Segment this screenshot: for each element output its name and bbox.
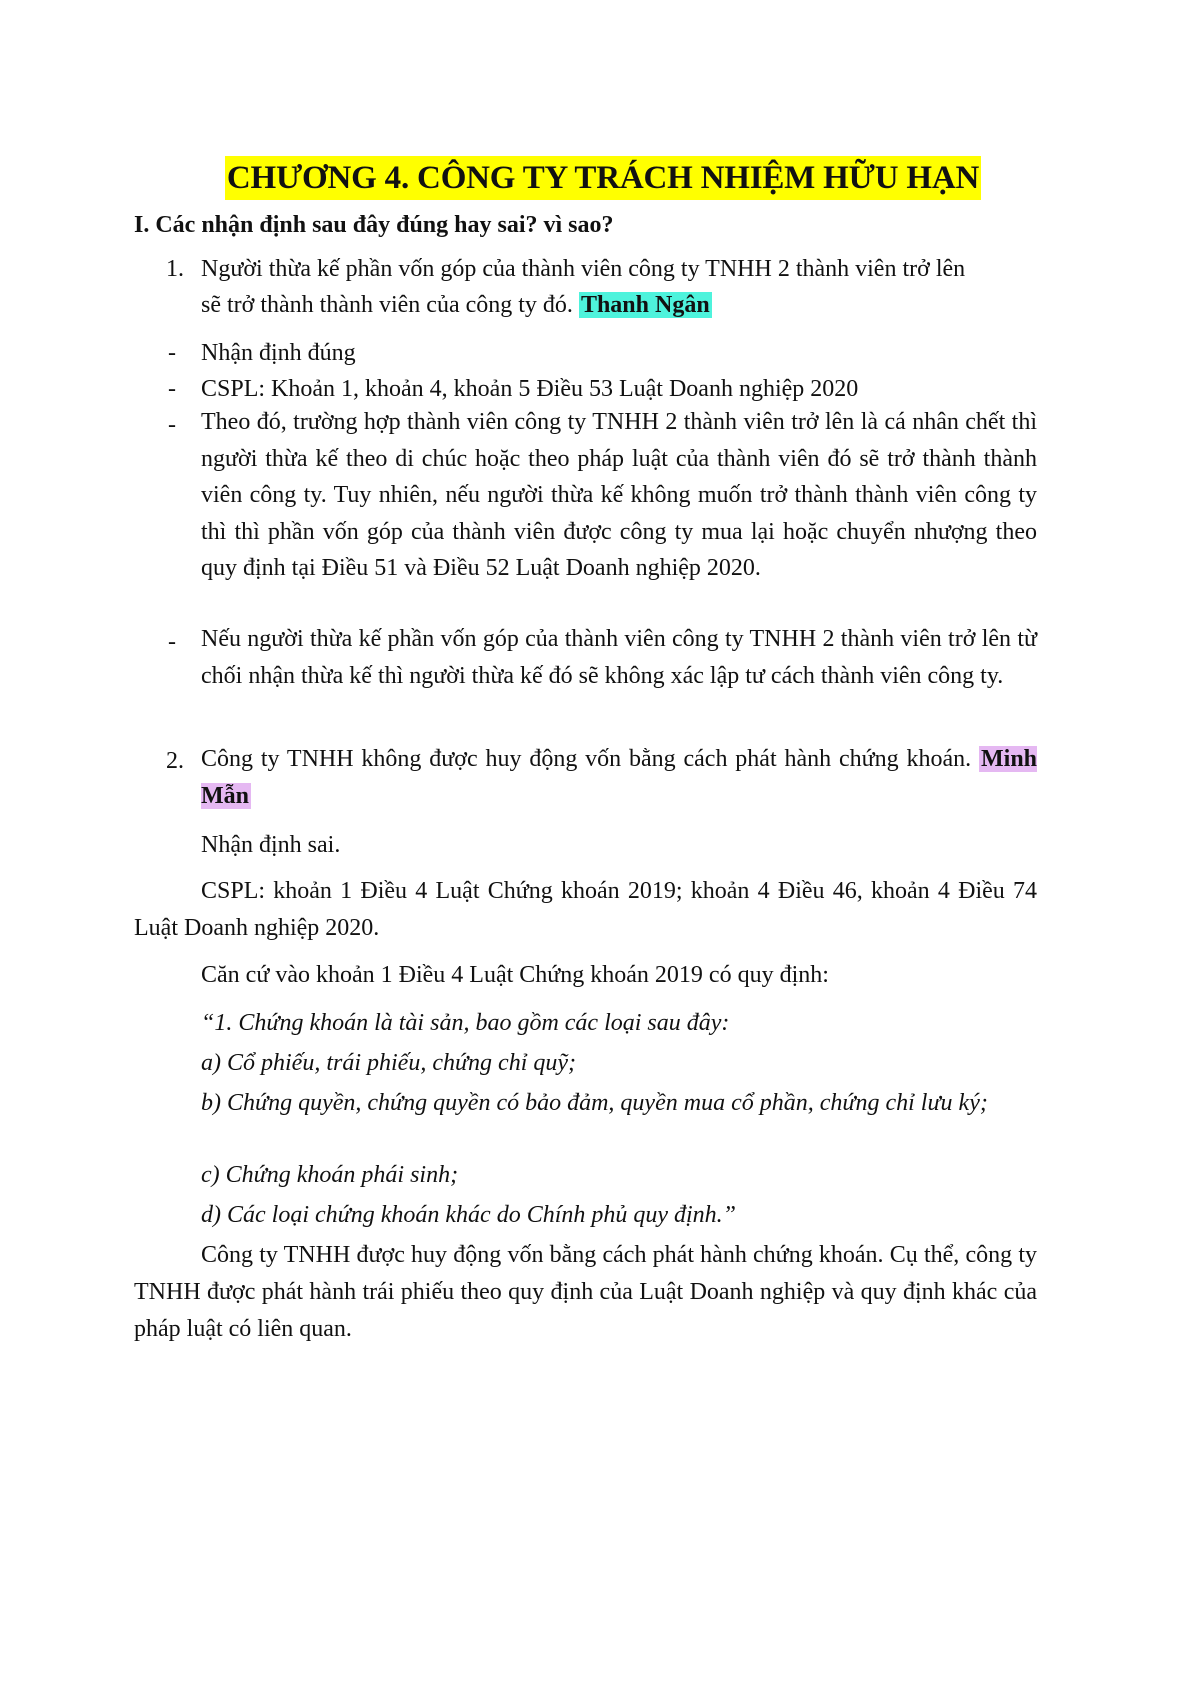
- q1-bullet-4: Nếu người thừa kế phần vốn góp của thành viên công ty TNHH 2 thành viên trở lên từ chối nhận thừa kế thì người thừa kế đó sẽ không xác lập tư cách thành viên công ty.: [201, 626, 1037, 689]
- bullet-dash: -: [168, 376, 176, 402]
- q1-bullet-1: Nhận định đúng: [201, 340, 356, 366]
- q2-quote-line-3: b) Chứng quyền, chứng quyền có bảo đảm, quyền mua cổ phần, chứng chỉ lưu ký;: [201, 1090, 988, 1116]
- q1-line2-wrap: [201, 288, 712, 322]
- bullet-dash: -: [168, 412, 176, 438]
- bullet-dash: -: [168, 629, 176, 655]
- q2-verdict: Nhận định sai.: [201, 832, 341, 858]
- q2-quote-line-2: a) Cổ phiếu, trái phiếu, chứng chỉ quỹ;: [201, 1050, 577, 1076]
- q2-cspl: CSPL: khoản 1 Điều 4 Luật Chứng khoán 2019; khoản 4 Điều 46, khoản 4 Điều 74 Luật Doanh nghiệp 2020.: [134, 878, 1037, 941]
- q1-number: 1.: [166, 256, 184, 282]
- q2-quote-line-1: “1. Chứng khoán là tài sản, bao gồm các loại sau đây:: [201, 1010, 730, 1036]
- q2-statement: Công ty TNHH không được huy động vốn bằng cách phát hành chứng khoán.: [201, 746, 972, 772]
- q1-author: Thanh Ngân: [580, 292, 710, 318]
- q2-quote-line-5: d) Các loại chứng khoán khác do Chính phủ quy định.”: [201, 1202, 737, 1228]
- q2-statement-wrap: [201, 741, 1037, 815]
- q2-quote-line-4: c) Chứng khoán phái sinh;: [201, 1162, 459, 1188]
- q1-bullet-2: CSPL: Khoản 1, khoản 4, khoản 5 Điều 53 Luật Doanh nghiệp 2020: [201, 376, 859, 402]
- q2-conclusion: Công ty TNHH được huy động vốn bằng cách phát hành chứng khoán. Cụ thể, công ty TNHH được phát hành trái phiếu theo quy định của Luật Doanh nghiệp và quy định khác của pháp luật có liên quan.: [134, 1242, 1037, 1342]
- q2-number: 2.: [166, 748, 184, 774]
- bullet-dash: -: [168, 340, 176, 366]
- q1-line1: Người thừa kế phần vốn góp của thành viên công ty TNHH 2 thành viên trở lên: [201, 256, 966, 282]
- chapter-title: CHƯƠNG 4. CÔNG TY TRÁCH NHIỆM HỮU HẠN: [225, 156, 981, 200]
- q2-author: Minh Mẫn: [201, 746, 1038, 809]
- chapter-title-wrap: [146, 156, 1060, 200]
- q1-bullet-3: Theo đó, trường hợp thành viên công ty TNHH 2 thành viên trở lên là cá nhân chết thì người thừa kế theo di chúc hoặc theo pháp luật của thành viên đó sẽ trở thành thành viên công ty. Tuy nhiên, nếu người thừa kế không muốn trở thành thành viên công ty thì thì phần vốn góp của thành viên được công ty mua lại hoặc chuyển nhượng theo quy định tại Điều 51 và Điều 52 Luật Doanh nghiệp 2020.: [201, 409, 1037, 581]
- q1-line2: sẽ trở thành thành viên của công ty đó.: [201, 292, 573, 318]
- q2-basis: Căn cứ vào khoản 1 Điều 4 Luật Chứng khoán 2019 có quy định:: [201, 962, 829, 988]
- section-heading: I. Các nhận định sau đây đúng hay sai? vì sao?: [134, 212, 614, 238]
